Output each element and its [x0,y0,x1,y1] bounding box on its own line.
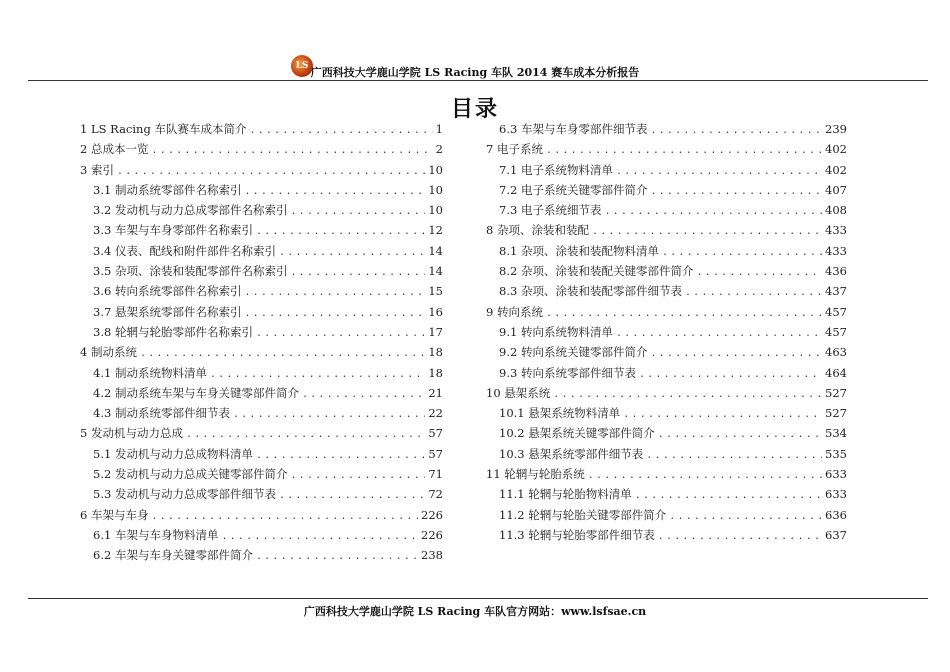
toc-entry[interactable] [80,304,443,324]
header-rule [28,80,928,81]
toc-entry-page: 14 [428,243,443,258]
toc-entry-label: 7 电子系统 [486,142,543,157]
toc-entry-page: 402 [825,162,847,177]
toc-entry-label: 3.3 车架与车身零部件名称索引 [93,223,253,238]
toc-entry[interactable] [486,162,847,182]
toc-entry-page: 15 [428,284,443,299]
toc-leader-dots [658,531,822,542]
toc-entry-page: 527 [825,385,847,400]
toc-entry[interactable] [80,263,443,283]
toc-leader-dots [646,450,822,461]
toc-entry-label: 6 车架与车身 [80,507,149,522]
toc-entry-label: 4.2 制动系统车架与车身关键零部件简介 [93,385,299,400]
toc-entry-label: 4 制动系统 [80,345,137,360]
toc-entry-page: 239 [825,122,847,136]
toc-entry-page: 527 [825,406,847,421]
toc-entry-page: 433 [825,243,847,258]
toc-entry-label: 7.2 电子系统关键零部件简介 [499,182,648,197]
toc-entry-page: 633 [825,487,847,502]
toc-entry-page: 18 [428,365,443,380]
toc-entry-label: 9.1 转向系统物料清单 [499,324,613,339]
toc-leader-dots [635,490,822,501]
toc-entry[interactable] [80,182,443,202]
toc-entry-page: 21 [428,385,443,400]
toc-leader-dots [658,429,822,440]
toc-leader-dots [553,389,822,400]
toc-entry-page: 72 [428,487,443,502]
toc-entry-page: 457 [825,304,847,319]
toc-leader-dots [151,145,432,156]
team-logo-icon: LS [291,55,313,77]
toc-entry-page: 463 [825,345,847,360]
toc-entry[interactable] [80,425,443,445]
toc-leader-dots [256,226,425,237]
toc-leader-dots [210,369,425,380]
toc-entry-page: 464 [825,365,847,380]
toc-entry[interactable] [486,425,847,445]
toc-entry-page: 457 [825,324,847,339]
toc-entry-label: 10 悬架系统 [486,385,551,400]
footer-rule [28,598,928,599]
toc-entry-page: 407 [825,182,847,197]
toc-leader-dots [290,206,425,217]
toc-leader-dots [588,470,822,481]
toc-leader-dots [244,308,425,319]
toc-entry[interactable] [80,365,443,385]
toc-entry[interactable] [80,283,443,303]
toc-entry-page: 2 [435,142,443,157]
toc-entry-label: 3 索引 [80,162,114,177]
toc-leader-dots [244,287,425,298]
toc-entry-page: 18 [428,345,443,360]
toc-leader-dots [249,125,432,136]
toc-leader-dots [256,450,425,461]
toc-entry-label: 7.1 电子系统物料清单 [499,162,613,177]
toc-entry-label: 3.1 制动系统零部件名称索引 [93,182,242,197]
toc-leader-dots [117,166,425,177]
toc-entry-label: 7.3 电子系统细节表 [499,203,602,218]
toc-entry[interactable] [486,222,847,242]
toc-entry-page: 226 [421,527,443,542]
toc-entry[interactable] [486,121,847,141]
toc-entry-page: 10 [428,162,443,177]
toc-entry[interactable] [80,324,443,344]
toc-entry-page: 10 [428,182,443,197]
toc-leader-dots [279,490,425,501]
toc-entry[interactable] [80,547,443,567]
toc-leader-dots [650,186,822,197]
toc-entry[interactable] [486,182,847,202]
toc-entry-page: 238 [421,548,443,563]
toc-entry[interactable] [486,283,847,303]
toc-entry-page: 57 [428,446,443,461]
toc-entry[interactable] [80,222,443,242]
toc-entry[interactable] [486,263,847,283]
toc-leader-dots [256,551,418,562]
toc-right-column [486,121,847,547]
toc-entry-label: 11.1 轮辋与轮胎物料清单 [499,487,632,502]
toc-entry-label: 9 转向系统 [486,304,543,319]
toc-entry-label: 8.1 杂项、涂装和装配物料清单 [499,243,659,258]
toc-entry-label: 4.3 制动系统零部件细节表 [93,406,230,421]
toc-entry[interactable] [80,446,443,466]
toc-leader-dots [623,409,822,420]
toc-leader-dots [221,531,418,542]
toc-entry-page: 433 [825,223,847,238]
toc-leader-dots [616,328,822,339]
toc-entry-page: 16 [428,304,443,319]
toc-leader-dots [592,226,822,237]
toc-entry-label: 1 LS Racing 车队赛车成本简介 [80,122,247,136]
toc-entry[interactable] [80,507,443,527]
toc-entry-page: 402 [825,142,847,157]
toc-entry-page: 57 [428,426,443,441]
toc-leader-dots [140,348,425,359]
toc-entry[interactable] [486,385,847,405]
toc-entry[interactable] [80,486,443,506]
toc-entry[interactable] [80,243,443,263]
page-title: 目录 [450,97,499,122]
toc-entry-label: 10.1 悬架系统物料清单 [499,406,621,421]
toc-entry[interactable] [80,202,443,222]
toc-leader-dots [233,409,425,420]
toc-entry-label: 10.2 悬架系统关键零部件简介 [499,426,655,441]
toc-entry-label: 3.7 悬架系统零部件名称索引 [93,304,242,319]
toc-entry-label: 6.1 车架与车身物料清单 [93,527,219,542]
toc-leader-dots [604,206,822,217]
toc-leader-dots [302,389,425,400]
toc-entry-label: 8 杂项、涂装和装配 [486,223,589,238]
toc-entry-label: 11.3 轮辋与轮胎零部件细节表 [499,527,655,542]
toc-entry-label: 3.5 杂项、涂装和装配零部件名称索引 [93,264,288,279]
toc-entry-label: 6.2 车架与车身关键零部件简介 [93,548,253,563]
toc-entry-page: 408 [825,203,847,218]
toc-entry-label: 5.1 发动机与动力总成物料清单 [93,446,253,461]
toc-entry-page: 637 [825,527,847,542]
toc-entry[interactable] [80,141,443,161]
toc-entry-page: 10 [428,203,443,218]
toc-entry[interactable] [486,344,847,364]
toc-leader-dots [244,186,425,197]
toc-entry[interactable] [80,162,443,182]
toc-entry-label: 5.2 发动机与动力总成关键零部件简介 [93,467,288,482]
toc-entry-label: 5.3 发动机与动力总成零部件细节表 [93,487,276,502]
toc-entry-page: 535 [825,446,847,461]
toc-entry-label: 3.2 发动机与动力总成零部件名称索引 [93,203,288,218]
toc-entry[interactable] [80,527,443,547]
toc-entry[interactable] [486,466,847,486]
toc-leader-dots [616,166,822,177]
toc-entry-page: 12 [428,223,443,238]
toc-entry-page: 226 [421,507,443,522]
toc-entry-label: 9.2 转向系统关键零部件简介 [499,345,648,360]
toc-entry[interactable] [80,385,443,405]
toc-leader-dots [650,125,822,136]
toc-entry[interactable] [486,405,847,425]
toc-entry-page: 534 [825,426,847,441]
toc-leader-dots [279,247,425,258]
toc-entry[interactable] [486,243,847,263]
toc-entry[interactable] [486,507,847,527]
toc-entry[interactable] [80,466,443,486]
header-title: 广西科技大学鹿山学院 LS Racing 车队 2014 赛车成本分析报告 [310,66,640,79]
toc-entry-label: 4.1 制动系统物料清单 [93,365,207,380]
toc-entry-label: 6.3 车架与车身零部件细节表 [499,122,648,136]
toc-entry-label: 3.8 轮辋与轮胎零部件名称索引 [93,324,253,339]
toc-leader-dots [650,348,822,359]
toc-entry-label: 8.2 杂项、涂装和装配关键零部件简介 [499,264,694,279]
toc-entry-page: 1 [435,122,443,136]
toc-entry-label: 5 发动机与动力总成 [80,426,183,441]
toc-left-column [80,121,443,568]
toc-entry-label: 10.3 悬架系统零部件细节表 [499,446,644,461]
toc-entry-label: 2 总成本一览 [80,142,149,157]
toc-entry[interactable] [80,344,443,364]
toc-leader-dots [290,267,425,278]
toc-leader-dots [151,511,418,522]
toc-entry-page: 636 [825,507,847,522]
toc-leader-dots [662,247,822,258]
toc-leader-dots [186,429,425,440]
toc-entry[interactable] [486,527,847,547]
toc-entry-page: 436 [825,264,847,279]
toc-entry-label: 11.2 轮辋与轮胎关键零部件简介 [499,507,667,522]
toc-entry[interactable] [486,304,847,324]
toc-leader-dots [685,287,822,298]
toc-entry-page: 17 [428,324,443,339]
toc-entry-page: 437 [825,284,847,299]
toc-entry-page: 22 [428,406,443,421]
toc-leader-dots [256,328,425,339]
toc-entry-label: 3.6 转向系统零部件名称索引 [93,284,242,299]
toc-entry[interactable] [486,324,847,344]
toc-leader-dots [696,267,822,278]
toc-entry-label: 9.3 转向系统零部件细节表 [499,365,636,380]
toc-entry-label: 11 轮辋与轮胎系统 [486,467,585,482]
toc-entry[interactable] [486,141,847,161]
toc-entry[interactable] [486,365,847,385]
footer-text: 广西科技大学鹿山学院 LS Racing 车队官方网站：www.lsfsae.cn [303,605,647,618]
toc-entry-page: 71 [428,467,443,482]
toc-entry-page: 633 [825,467,847,482]
toc-entry[interactable] [80,121,443,141]
toc-entry[interactable] [80,405,443,425]
toc-leader-dots [546,145,822,156]
toc-leader-dots [669,511,822,522]
toc-entry[interactable] [486,446,847,466]
toc-entry-label: 8.3 杂项、涂装和装配零部件细节表 [499,284,682,299]
toc-entry-label: 3.4 仪表、配线和附件部件名称索引 [93,243,276,258]
toc-entry-page: 14 [428,264,443,279]
toc-leader-dots [290,470,425,481]
toc-entry[interactable] [486,486,847,506]
toc-leader-dots [546,308,822,319]
toc-entry[interactable] [486,202,847,222]
toc-leader-dots [639,369,822,380]
